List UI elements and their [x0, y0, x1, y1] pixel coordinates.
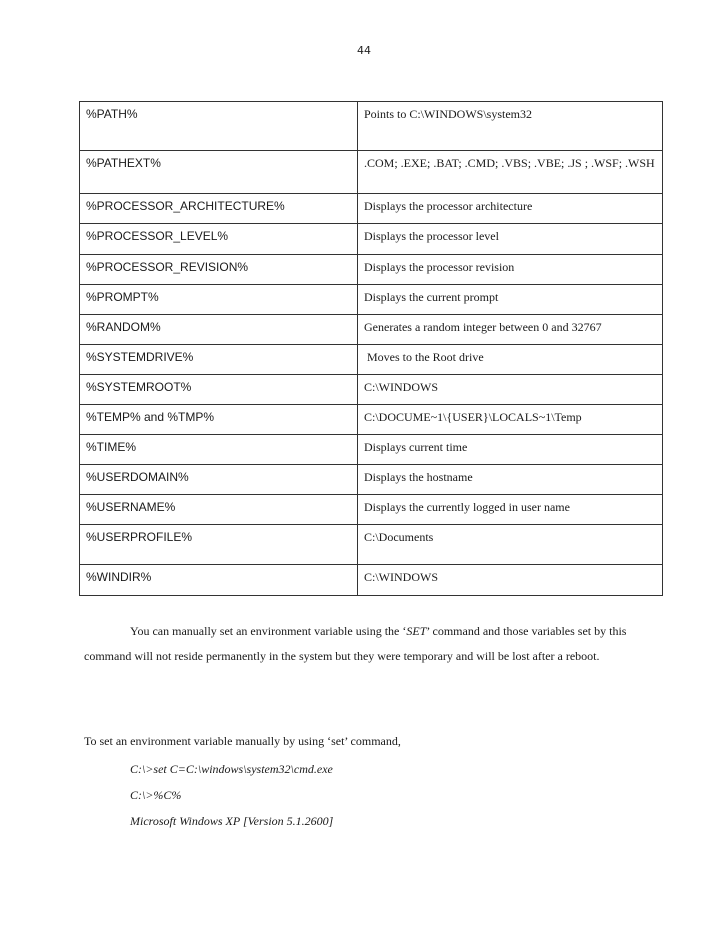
- table-row: [80, 465, 663, 495]
- table-row: [80, 375, 663, 405]
- table-row: [80, 224, 663, 255]
- variable-cell: %USERNAME%: [80, 495, 358, 525]
- description-cell: Displays current time: [358, 435, 663, 465]
- variable-cell: %WINDIR%: [80, 565, 358, 596]
- variable-cell: %RANDOM%: [80, 315, 358, 345]
- description-cell: Points to C:\WINDOWS\system32: [358, 102, 663, 151]
- table-row: [80, 565, 663, 596]
- table-row: [80, 194, 663, 224]
- table-row: [80, 525, 663, 565]
- variable-cell: %PROCESSOR_LEVEL%: [80, 224, 358, 255]
- description-cell: C:\WINDOWS: [358, 565, 663, 596]
- description-cell: Displays the processor level: [358, 224, 663, 255]
- table-body: [80, 102, 663, 596]
- description-cell: Displays the processor revision: [358, 255, 663, 285]
- table-row: [80, 405, 663, 435]
- variable-cell: %TEMP% and %TMP%: [80, 405, 358, 435]
- table-row: [80, 255, 663, 285]
- table-row: [80, 495, 663, 525]
- description-cell: Displays the hostname: [358, 465, 663, 495]
- description-cell: C:\WINDOWS: [358, 375, 663, 405]
- page-number: 44: [357, 44, 371, 57]
- table-row: [80, 435, 663, 465]
- variable-cell: %PROCESSOR_ARCHITECTURE%: [80, 194, 358, 224]
- variable-cell: %SYSTEMDRIVE%: [80, 345, 358, 375]
- paragraph-text-before: You can manually set an environment variable using the ‘: [130, 624, 407, 638]
- description-cell: Generates a random integer between 0 and 32767: [358, 315, 663, 345]
- variable-cell: %USERDOMAIN%: [80, 465, 358, 495]
- table-row: [80, 151, 663, 194]
- code-line: C:\>%C%: [130, 788, 182, 802]
- code-line: Microsoft Windows XP [Version 5.1.2600]: [130, 814, 334, 828]
- description-cell: .COM; .EXE; .BAT; .CMD; .VBS; .VBE; .JS ; .WSF; .WSH: [358, 151, 663, 194]
- variable-cell: %SYSTEMROOT%: [80, 375, 358, 405]
- description-cell: Moves to the Root drive: [358, 345, 663, 375]
- description-cell: Displays the processor architecture: [358, 194, 663, 224]
- set-instruction-paragraph: To set an environment variable manually by using ‘set’ command,: [84, 734, 401, 748]
- table-row: [80, 315, 663, 345]
- description-cell: Displays the current prompt: [358, 285, 663, 315]
- environment-variables-table: [79, 101, 663, 596]
- table-row: [80, 102, 663, 151]
- set-keyword: SET: [406, 624, 427, 638]
- table-row: [80, 285, 663, 315]
- variable-cell: %PROMPT%: [80, 285, 358, 315]
- variable-cell: %PATHEXT%: [80, 151, 358, 194]
- variable-cell: %PATH%: [80, 102, 358, 151]
- code-line: C:\>set C=C:\windows\system32\cmd.exe: [130, 762, 333, 776]
- description-cell: C:\Documents: [358, 525, 663, 565]
- description-cell: Displays the currently logged in user name: [358, 495, 663, 525]
- variable-cell: %TIME%: [80, 435, 358, 465]
- variable-cell: %USERPROFILE%: [80, 525, 358, 565]
- variable-cell: %PROCESSOR_REVISION%: [80, 255, 358, 285]
- set-command-paragraph: [84, 619, 659, 669]
- table-row: [80, 345, 663, 375]
- description-cell: C:\DOCUME~1\{USER}\LOCALS~1\Temp: [358, 405, 663, 435]
- paragraph-text-after: ’ command and those variables set by this command will not reside permanently in the system but they were temporary and will be lost after a reboot.: [84, 624, 627, 663]
